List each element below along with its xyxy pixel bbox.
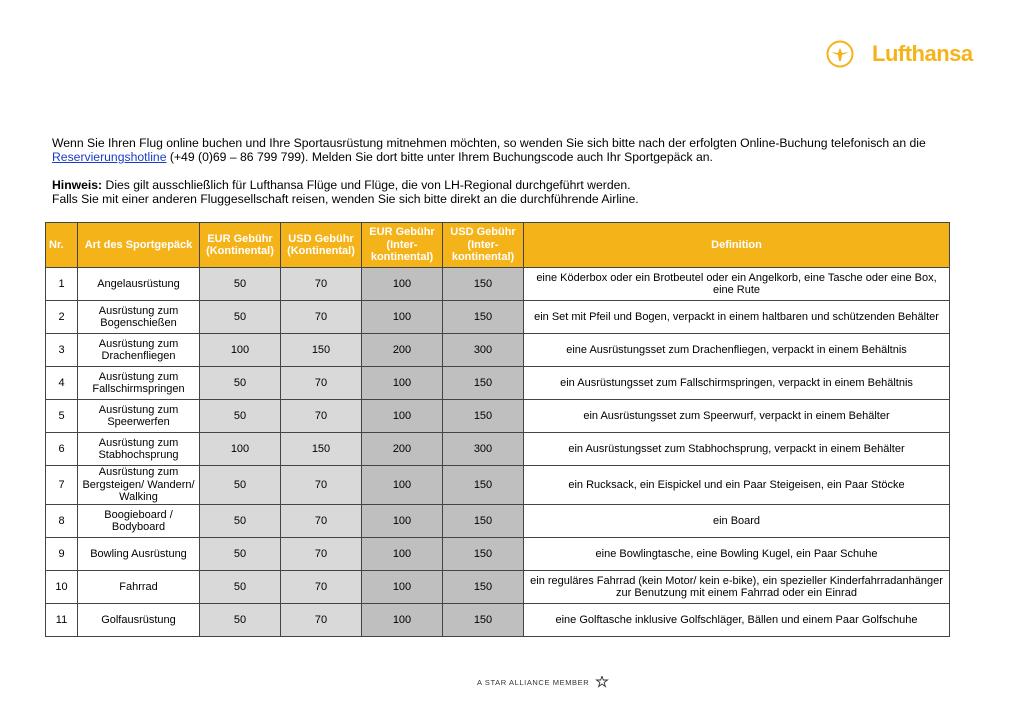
usd-kontinental-cell: 70 [281,400,362,433]
usd-interkontinental-cell: 150 [443,400,524,433]
eur-interkontinental-cell: 100 [362,268,443,301]
usd-interkontinental-cell: 150 [443,538,524,571]
table-row [46,367,950,400]
header-art: Art des Sportgepäck [78,223,200,268]
usd-kontinental-cell: 150 [281,334,362,367]
eur-interkontinental-cell: 100 [362,400,443,433]
eur-kontinental-cell: 50 [200,301,281,334]
equipment-type-cell: Ausrüstung zum Drachenfliegen [78,334,200,367]
table-row [46,505,950,538]
definition-cell: ein Set mit Pfeil und Bogen, verpackt in einem haltbaren und schützenden Behälter [524,301,950,334]
table-row [46,604,950,637]
note-label: Hinweis: [52,178,103,192]
crane-icon [826,40,854,68]
equipment-type-cell: Bowling Ausrüstung [78,538,200,571]
star-alliance-footer [477,676,611,688]
usd-kontinental-cell: 70 [281,604,362,637]
equipment-type-cell: Ausrüstung zum Fallschirmspringen [78,367,200,400]
intro-line1: Wenn Sie Ihren Flug online buchen und Ihre Sportausrüstung mitnehmen möchten, so wenden Sie sich bitte nach der erfolgten Online-Buchung telefonisch an die [52,136,926,150]
definition-cell: eine Ausrüstungsset zum Drachenfliegen, verpackt in einem Behältnis [524,334,950,367]
row-number-cell: 3 [46,334,78,367]
row-number-cell: 11 [46,604,78,637]
table-row [46,334,950,367]
definition-cell: ein Ausrüstungsset zum Fallschirmspringen, verpackt in einem Behältnis [524,367,950,400]
usd-interkontinental-cell: 150 [443,571,524,604]
reservation-hotline-link[interactable]: Reservierungshotline [52,150,167,164]
eur-interkontinental-cell: 100 [362,538,443,571]
eur-interkontinental-cell: 100 [362,505,443,538]
usd-kontinental-cell: 70 [281,466,362,505]
row-number-cell: 9 [46,538,78,571]
eur-interkontinental-cell: 100 [362,301,443,334]
usd-kontinental-cell: 70 [281,268,362,301]
eur-interkontinental-cell: 200 [362,433,443,466]
row-number-cell: 8 [46,505,78,538]
equipment-type-cell: Ausrüstung zum Bogenschießen [78,301,200,334]
usd-kontinental-cell: 150 [281,433,362,466]
brand-name: Lufthansa [872,41,973,66]
table-row [46,466,950,505]
eur-kontinental-cell: 50 [200,571,281,604]
eur-kontinental-cell: 50 [200,268,281,301]
definition-cell: ein Rucksack, ein Eispickel und ein Paar Steigeisen, ein Paar Stöcke [524,466,950,505]
usd-kontinental-cell: 70 [281,538,362,571]
eur-kontinental-cell: 50 [200,538,281,571]
row-number-cell: 4 [46,367,78,400]
row-number-cell: 7 [46,466,78,505]
header-usd-kontinental: USD Gebühr (Kontinental) [281,223,362,268]
equipment-type-cell: Ausrüstung zum Speerwerfen [78,400,200,433]
usd-interkontinental-cell: 150 [443,466,524,505]
eur-kontinental-cell: 50 [200,505,281,538]
eur-kontinental-cell: 100 [200,334,281,367]
intro-line2: (+49 (0)69 – 86 799 799). Melden Sie dort bitte unter Ihrem Buchungscode auch Ihr Sportgepäck an. [166,150,713,164]
star-alliance-icon [593,676,611,688]
row-number-cell: 2 [46,301,78,334]
definition-cell: ein Ausrüstungsset zum Speerwurf, verpackt in einem Behälter [524,400,950,433]
eur-interkontinental-cell: 100 [362,571,443,604]
table-row [46,538,950,571]
equipment-type-cell: Ausrüstung zum Stabhochsprung [78,433,200,466]
table-row [46,571,950,604]
equipment-type-cell: Boogieboard / Bodyboard [78,505,200,538]
usd-kontinental-cell: 70 [281,367,362,400]
header-eur-kontinental: EUR Gebühr (Kontinental) [200,223,281,268]
usd-interkontinental-cell: 150 [443,268,524,301]
usd-interkontinental-cell: 150 [443,604,524,637]
equipment-type-cell: Fahrrad [78,571,200,604]
lufthansa-logo [826,40,973,68]
equipment-type-cell: Golfausrüstung [78,604,200,637]
table-row [46,433,950,466]
equipment-type-cell: Ausrüstung zum Bergsteigen/ Wandern/ Walking [78,466,200,505]
eur-kontinental-cell: 50 [200,367,281,400]
eur-interkontinental-cell: 100 [362,604,443,637]
eur-interkontinental-cell: 100 [362,367,443,400]
definition-cell: eine Golftasche inklusive Golfschläger, Bällen und einem Paar Golfschuhe [524,604,950,637]
usd-interkontinental-cell: 150 [443,301,524,334]
table-row [46,301,950,334]
definition-cell: ein Board [524,505,950,538]
eur-kontinental-cell: 50 [200,400,281,433]
eur-kontinental-cell: 50 [200,604,281,637]
eur-interkontinental-cell: 200 [362,334,443,367]
header-nr: Nr. [46,223,78,268]
definition-cell: eine Bowlingtasche, eine Bowling Kugel, ein Paar Schuhe [524,538,950,571]
usd-interkontinental-cell: 150 [443,367,524,400]
note-paragraph [52,178,982,206]
usd-kontinental-cell: 70 [281,301,362,334]
eur-interkontinental-cell: 100 [362,466,443,505]
definition-cell: ein reguläres Fahrrad (kein Motor/ kein e-bike), ein spezieller Kinderfahrradanhänger zur Benutzung mit einem Fahrrad oder ein Einrad [524,571,950,604]
row-number-cell: 10 [46,571,78,604]
note-line2: Falls Sie mit einer anderen Fluggesellschaft reisen, wenden Sie sich bitte direkt an die durchführende Airline. [52,192,639,206]
definition-cell: ein Ausrüstungsset zum Stabhochsprung, verpackt in einem Behälter [524,433,950,466]
usd-interkontinental-cell: 300 [443,433,524,466]
header-usd-interkontinental: USD Gebühr (Inter-kontinental) [443,223,524,268]
usd-kontinental-cell: 70 [281,505,362,538]
row-number-cell: 1 [46,268,78,301]
usd-kontinental-cell: 70 [281,571,362,604]
header-definition: Definition [524,223,950,268]
intro-paragraph [52,136,982,164]
table-header-row [46,223,950,268]
row-number-cell: 6 [46,433,78,466]
equipment-type-cell: Angelausrüstung [78,268,200,301]
sports-baggage-table [45,222,950,637]
header-eur-interkontinental: EUR Gebühr (Inter-kontinental) [362,223,443,268]
table-row [46,400,950,433]
eur-kontinental-cell: 100 [200,433,281,466]
eur-kontinental-cell: 50 [200,466,281,505]
row-number-cell: 5 [46,400,78,433]
note-text: Dies gilt ausschließlich für Lufthansa Flüge und Flüge, die von LH-Regional durchgeführt werden. [102,178,631,192]
definition-cell: eine Köderbox oder ein Brotbeutel oder ein Angelkorb, eine Tasche oder eine Box, eine Rute [524,268,950,301]
footer-text: A STAR ALLIANCE MEMBER [477,677,590,687]
table-row [46,268,950,301]
usd-interkontinental-cell: 150 [443,505,524,538]
intro-text [52,136,982,206]
usd-interkontinental-cell: 300 [443,334,524,367]
